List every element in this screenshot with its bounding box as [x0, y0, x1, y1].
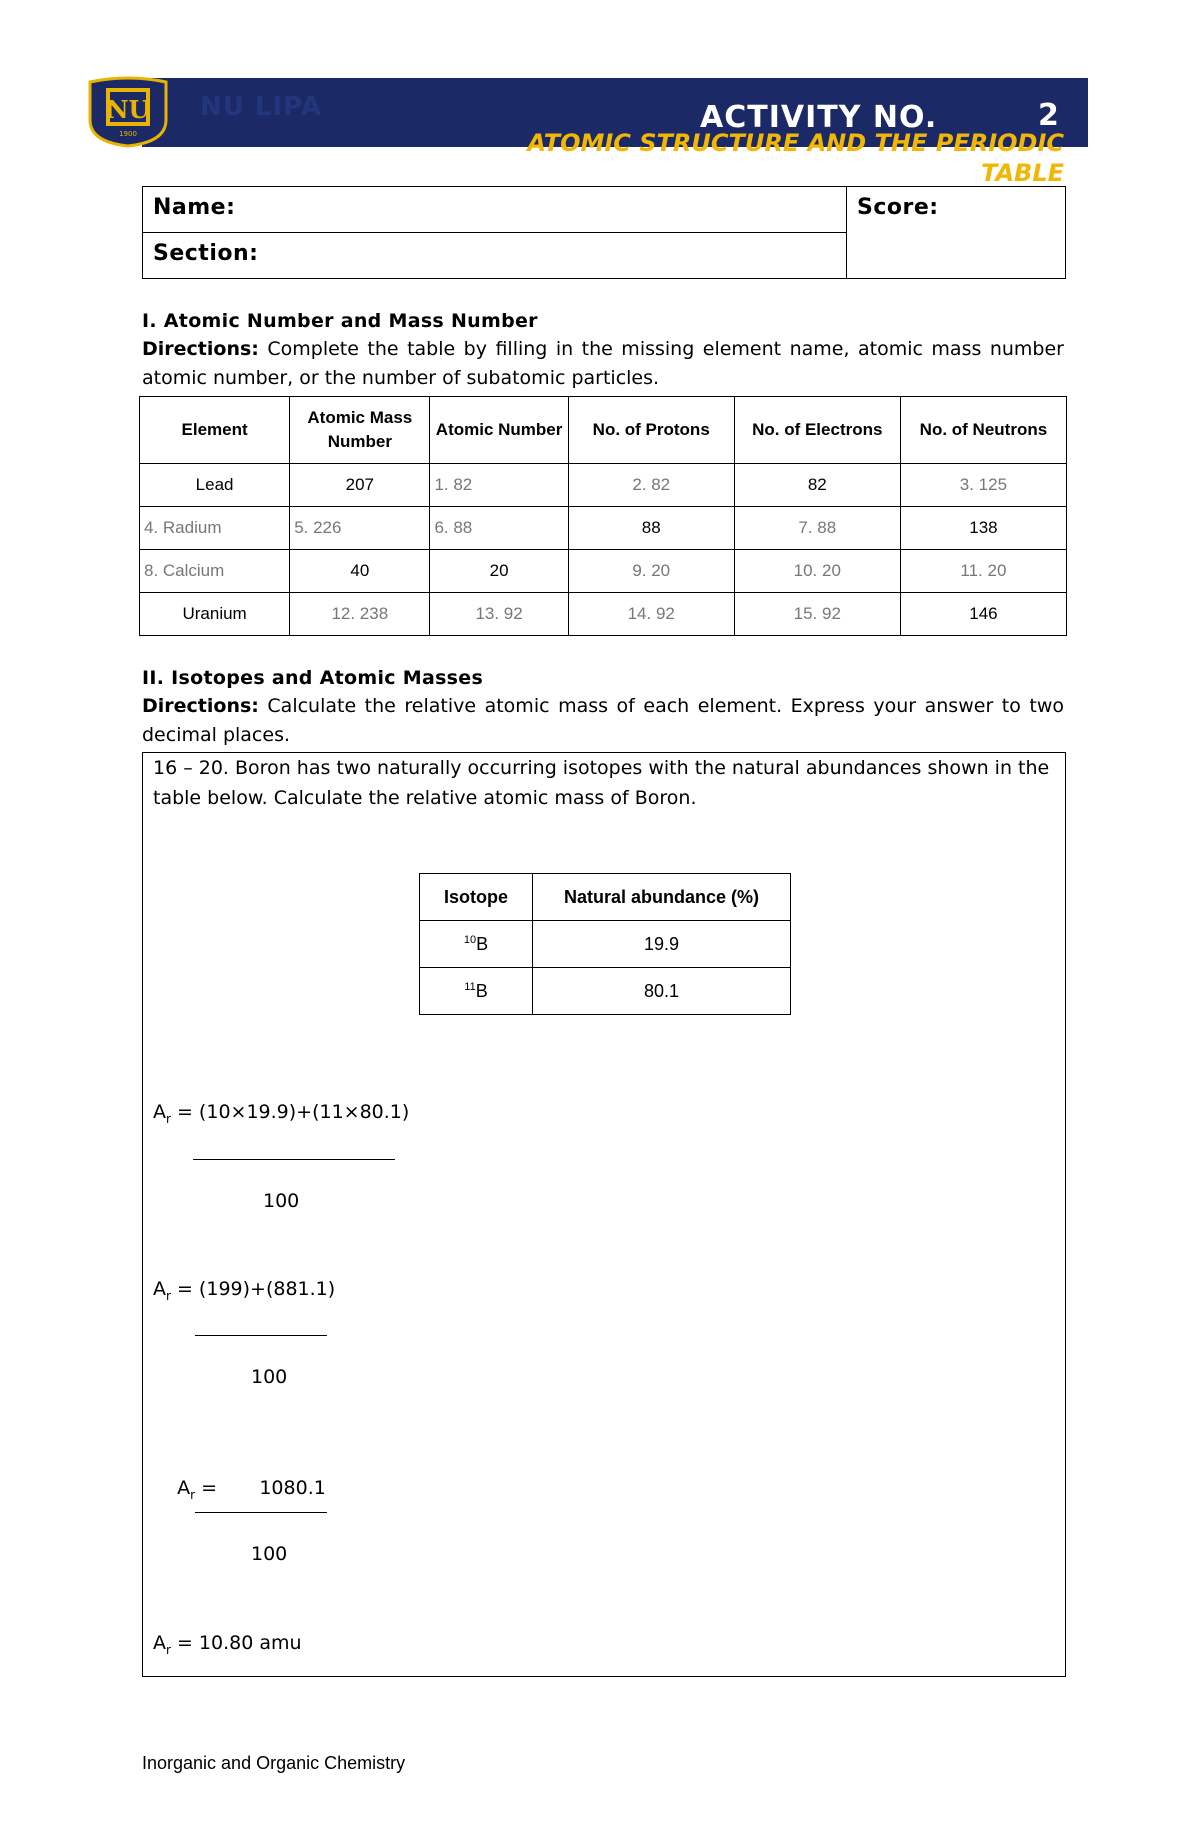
table-cell: 88 [568, 507, 734, 550]
isotope-cell [420, 921, 533, 968]
isotope-cell [420, 968, 533, 1015]
activity-title: ACTIVITY NO. [700, 100, 938, 135]
denominator: 100 [251, 1366, 288, 1388]
fraction-line [193, 1159, 395, 1160]
section-field[interactable] [143, 233, 847, 278]
denominator: 100 [263, 1190, 300, 1212]
answer-cell[interactable]: 9. 20 [568, 550, 734, 593]
calc-expression: = (10×19.9)+(11×80.1) [170, 1101, 410, 1123]
isotope-symbol: B [475, 980, 488, 1001]
name-label: Name: [153, 195, 236, 220]
answer-cell[interactable]: 13. 92 [430, 593, 568, 636]
calc-expression: = 1080.1 [195, 1477, 326, 1499]
calc-step-2 [153, 1278, 335, 1303]
table-row [140, 593, 1067, 636]
activity-number: 2 [1038, 98, 1059, 133]
logo-text: NU [106, 95, 150, 124]
student-info-table [142, 186, 1066, 279]
table-cell: 207 [290, 464, 430, 507]
directions-text: Complete the table by filling in the missing element name, atomic mass number atomic number, or the number of subatomic particles. [142, 338, 1064, 389]
isotope-table [419, 873, 791, 1015]
isotope-mass: 11 [464, 980, 476, 993]
calc-expression: = (199)+(881.1) [170, 1278, 336, 1300]
isotope-symbol: B [476, 933, 489, 954]
section-2-title: II. Isotopes and Atomic Masses [142, 667, 484, 689]
problem-statement: 16 – 20. Boron has two naturally occurring isotopes with the natural abundances shown in the table below. Calculate the relative atomic mass of Boron. [153, 757, 1050, 809]
directions-label: Directions: [142, 338, 259, 360]
answer-cell[interactable]: 1. 82 [430, 464, 568, 507]
answer-cell[interactable]: 8. Calcium [140, 550, 290, 593]
table-cell: Lead [140, 464, 290, 507]
ar-subscript: r [190, 1487, 196, 1502]
table-cell: Uranium [140, 593, 290, 636]
ar-symbol: A [153, 1278, 166, 1300]
answer-cell[interactable]: 2. 82 [568, 464, 734, 507]
problem-box [142, 752, 1066, 1677]
table-row [140, 507, 1067, 550]
abundance-cell: 80.1 [533, 968, 791, 1015]
table-row [420, 968, 791, 1015]
subtitle-line-2: TABLE [980, 159, 1064, 187]
answer-cell[interactable]: 7. 88 [734, 507, 900, 550]
section-1-directions [142, 335, 1064, 393]
fraction-line [195, 1512, 327, 1513]
answer-cell[interactable]: 5. 226 [290, 507, 430, 550]
answer-cell[interactable]: 15. 92 [734, 593, 900, 636]
ar-subscript: r [166, 1111, 171, 1126]
score-label: Score: [857, 195, 939, 220]
answer-cell[interactable]: 11. 20 [900, 550, 1066, 593]
atomic-number-table [139, 396, 1067, 636]
col-header: No. of Electrons [734, 397, 900, 464]
score-field[interactable] [847, 187, 1065, 278]
section-2-directions [142, 692, 1064, 750]
calc-step-3 [153, 1455, 326, 1524]
answer-cell[interactable]: 14. 92 [568, 593, 734, 636]
col-header: No. of Protons [568, 397, 734, 464]
ar-subscript: r [166, 1642, 171, 1657]
col-header: No. of Neutrons [900, 397, 1066, 464]
fraction-line [195, 1335, 327, 1336]
col-header: Element [140, 397, 290, 464]
col-header: Atomic Mass Number [290, 397, 430, 464]
school-logo [86, 76, 170, 148]
col-header: Isotope [420, 874, 533, 921]
ar-symbol: A [177, 1477, 191, 1499]
table-cell: 20 [430, 550, 568, 593]
isotope-mass: 10 [463, 933, 477, 946]
section-1-title: I. Atomic Number and Mass Number [142, 310, 538, 332]
table-cell: 82 [734, 464, 900, 507]
table-row [420, 921, 791, 968]
school-name: NU LIPA [200, 92, 322, 122]
table-cell: 146 [900, 593, 1066, 636]
calc-result [153, 1632, 302, 1657]
logo-year: 1900 [119, 130, 137, 138]
subtitle-line-1: ATOMIC STRUCTURE AND THE PERIODIC [527, 129, 1064, 157]
col-header: Natural abundance (%) [533, 874, 791, 921]
answer-cell[interactable]: 12. 238 [290, 593, 430, 636]
table-row [140, 550, 1067, 593]
name-field[interactable] [143, 187, 847, 233]
section-label: Section: [153, 241, 259, 266]
col-header: Atomic Number [430, 397, 568, 464]
directions-text: Calculate the relative atomic mass of each element. Express your answer to two decimal places. [142, 695, 1064, 746]
abundance-cell: 19.9 [533, 921, 791, 968]
footer-text: Inorganic and Organic Chemistry [142, 1753, 406, 1773]
answer-cell[interactable]: 4. Radium [140, 507, 290, 550]
table-row [140, 464, 1067, 507]
directions-label: Directions: [142, 695, 259, 717]
calc-expression: = 10.80 amu [170, 1632, 302, 1654]
ar-subscript: r [166, 1288, 171, 1303]
calc-step-1 [153, 1101, 409, 1126]
table-header-row [140, 397, 1067, 464]
denominator: 100 [251, 1543, 288, 1565]
answer-cell[interactable]: 6. 88 [430, 507, 568, 550]
table-cell: 138 [900, 507, 1066, 550]
answer-cell[interactable]: 3. 125 [900, 464, 1066, 507]
activity-subtitle [440, 128, 1064, 188]
table-cell: 40 [290, 550, 430, 593]
ar-symbol: A [153, 1632, 166, 1654]
ar-symbol: A [153, 1101, 166, 1123]
table-header-row [420, 874, 791, 921]
answer-cell[interactable]: 10. 20 [734, 550, 900, 593]
